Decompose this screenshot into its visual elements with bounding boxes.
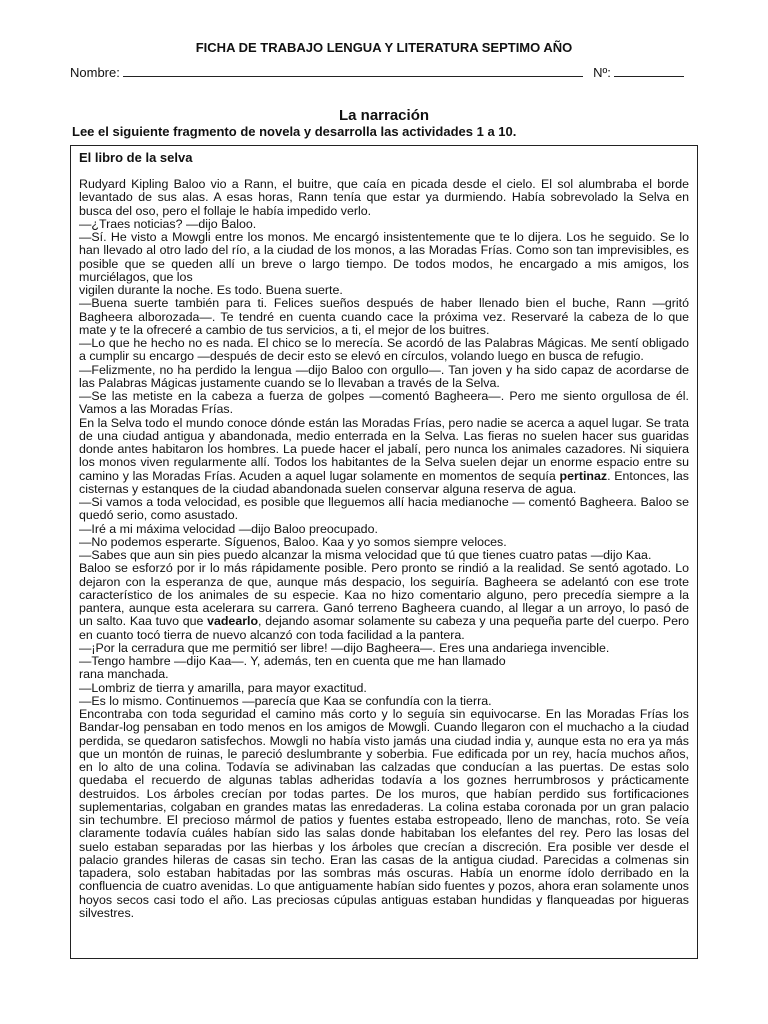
worksheet-title: FICHA DE TRABAJO LENGUA Y LITERATURA SEPTIMO AÑO xyxy=(195,40,573,55)
number-blank-line xyxy=(614,64,684,77)
story-text xyxy=(79,178,689,920)
story-paragraph: Rudyard Kipling Baloo vio a Rann, el buitre, que caía en picada desde el cielo. El sol alumbraba el borde levantado de sus alas. A esas horas, Rann tenía que estar ya durmiendo. Había sobrevolado la Selva en busca del oso, pero el follaje le había impedido verlo. xyxy=(79,177,689,218)
story-title: El libro de la selva xyxy=(79,150,193,165)
story-paragraph: vigilen durante la noche. Es todo. Buena suerte. xyxy=(79,283,343,297)
story-paragraph: —Si vamos a toda velocidad, es posible que lleguemos allí hacia medianoche — comentó Bagheera. Baloo se quedó serio, como asustado. xyxy=(79,495,689,523)
story-paragraph: —Lombriz de tierra y amarilla, para mayor exactitud. xyxy=(79,680,367,695)
story-paragraph: —Iré a mi máxima velocidad —dijo Baloo preocupado. xyxy=(79,521,378,536)
story-paragraph: —No podemos esperarte. Síguenos, Baloo. Kaa y yo somos siempre veloces. xyxy=(79,534,507,549)
name-label: Nombre: xyxy=(70,65,120,80)
story-paragraph: —Sí. He visto a Mowgli entre los monos. Me encargó insistentemente que te lo dijera. Los he seguido. Se lo han llevado al otro lado del río, a la ciudad de los monos, a las Moradas Frías. Como son tan imprevisibles, es posible que se queden allí un breve o largo tiempo. De todos modos, he encargado a mis amigos, los murciélagos, que los xyxy=(79,230,689,284)
story-paragraph: rana manchada. xyxy=(79,667,169,682)
name-blank-line xyxy=(123,64,583,77)
number-label: Nº: xyxy=(593,65,611,80)
instructions-text: Lee el siguiente fragmento de novela y desarrolla las actividades 1 a 10. xyxy=(72,124,517,139)
section-title: La narración xyxy=(338,107,430,124)
story-paragraph: —Lo que he hecho no es nada. El chico se lo merecía. Se acordó de las Palabras Mágicas. Me sentí obligado a cumplir su encargo —después de decir esto se elevó en círculos, volando luego en busca de refugio. xyxy=(79,336,689,364)
story-paragraph: Encontraba con toda seguridad el camino más corto y lo seguía sin equivocarse. En las Moradas Frías los Bandar-log pensaban en todo menos en los amigos de Mowgli. Cuando llegaron con el muchacho a la ciudad perdida, se quedaron satisfechos. Mowgli no había visto jamás una ciudad india y, aunque esta no era ya más que un montón de ruinas, le pareció deslumbrante y soberbia. Fue edificada por un rey, hacía muchos años, en lo alto de una colina. Todavía se adivinaban las calzadas que conducían a las puertas. De estas solo quedaba el recuerdo de algunas tablas adheridas todavía a los goznes herrumbrosos y prácticamente destruidos. Los árboles crecían por todas partes. De los muros, que habían perdido sus fortificaciones suplementarias, colgaban en grandes matas las enredaderas. La colina estaba coronada por un gran palacio sin techumbre. El precioso mármol de patios y fuentes estaba estropeado, lleno de manchas, roto. Se veía claramente todavía cuáles habían sido las salas donde habitaban los elefantes del rey. Pero las losas del suelo estaban separadas por las hierbas y los árboles que crecían a discreción. Era posible ver desde el palacio grandes hileras de casas sin techo. Eran las casas de la antigua ciudad. Parecidas a colmenas sin tapadera, solo estaban habitadas por las sombras más oscuras. Había un enorme ídolo derribado en la confluencia de cuatro avenidas. Lo que antiguamente habían sido fuentes y pozos, ahora eran solamente unos hoyos secos casi todo el año. Las preciosas cúpulas antiguas estaban hundidas y flanqueadas por higueras silvestres. xyxy=(79,707,689,920)
story-paragraph: —Sabes que aun sin pies puedo alcanzar la misma velocidad que tú que tienes cuatro patas —dijo Kaa. xyxy=(79,548,652,562)
story-box xyxy=(70,145,698,959)
story-paragraph: —¡Por la cerradura que me permitió ser libre! —dijo Bagheera—. Eres una andariega invencible. xyxy=(79,640,610,655)
story-paragraph: En la Selva todo el mundo conoce dónde están las Moradas Frías, pero nadie se acerca a aquel lugar. Se trata de una ciudad antigua y abandonada, medio enterrada en la Selva. Las fieras no suelen hacer sus guaridas donde antes habitaron los hombres. La puede hacer el jabalí, pero nunca los animales cazadores. Ni siquiera los monos viven regularmente allí. Todos los habitantes de la Selva suelen dejar un enorme espacio entre su camino y las Moradas Frías. Acuden a aquel lugar solamente en momentos de sequía pertinaz. Entonces, las cisternas y estanques de la ciudad abandonada suelen conservar alguna reserva de agua. xyxy=(79,415,689,496)
name-number-line xyxy=(70,64,700,80)
story-paragraph: —¿Traes noticias? —dijo Baloo. xyxy=(79,216,257,231)
story-paragraph: —Buena suerte también para ti. Felices sueños después de haber llenado bien el buche, Rann —gritó Bagheera alborozada—. Te tendré en cuenta cuando cace la próxima vez. Reservaré la cabeza de lo que mate y te la ofreceré a cambio de tus servicios, a ti, el mejor de los buitres. xyxy=(79,296,689,337)
story-paragraph: —Es lo mismo. Continuemos —parecía que Kaa se confundía con la tierra. xyxy=(79,693,492,708)
story-paragraph: —Se las metiste en la cabeza a fuerza de golpes —comentó Bagheera—. Pero me siento orgullosa de él. Vamos a las Moradas Frías. xyxy=(79,389,689,417)
story-paragraph: —Felizmente, no ha perdido la lengua —dijo Baloo con orgullo—. Tan joven y ha sido capaz de acordarse de las Palabras Mágicas justamente cuando se lo llevaban a través de la Selva. xyxy=(79,362,689,390)
story-paragraph: Baloo se esforzó por ir lo más rápidamente posible. Pero pronto se rindió a la realidad. Se sentó agotado. Lo dejaron con la esperanza de que, aunque más despacio, los seguiría. Bagheera se adelantó con ese trote característico de los animales de su especie. Kaa no hizo comentario alguno, pero precedía siempre a la pantera, aunque esta acelerara su carrera. Ganó terreno Bagheera cuando, al llegar a un arroyo, lo pasó de un salto. Kaa tuvo que vadearlo, dejando asomar solamente su cabeza y una pequeña parte del cuerpo. Pero en cuanto tocó tierra de nuevo alcanzó con toda facilidad a la pantera. xyxy=(79,561,689,642)
story-paragraph: —Tengo hambre —dijo Kaa—. Y, además, ten en cuenta que me han llamado xyxy=(79,654,506,668)
